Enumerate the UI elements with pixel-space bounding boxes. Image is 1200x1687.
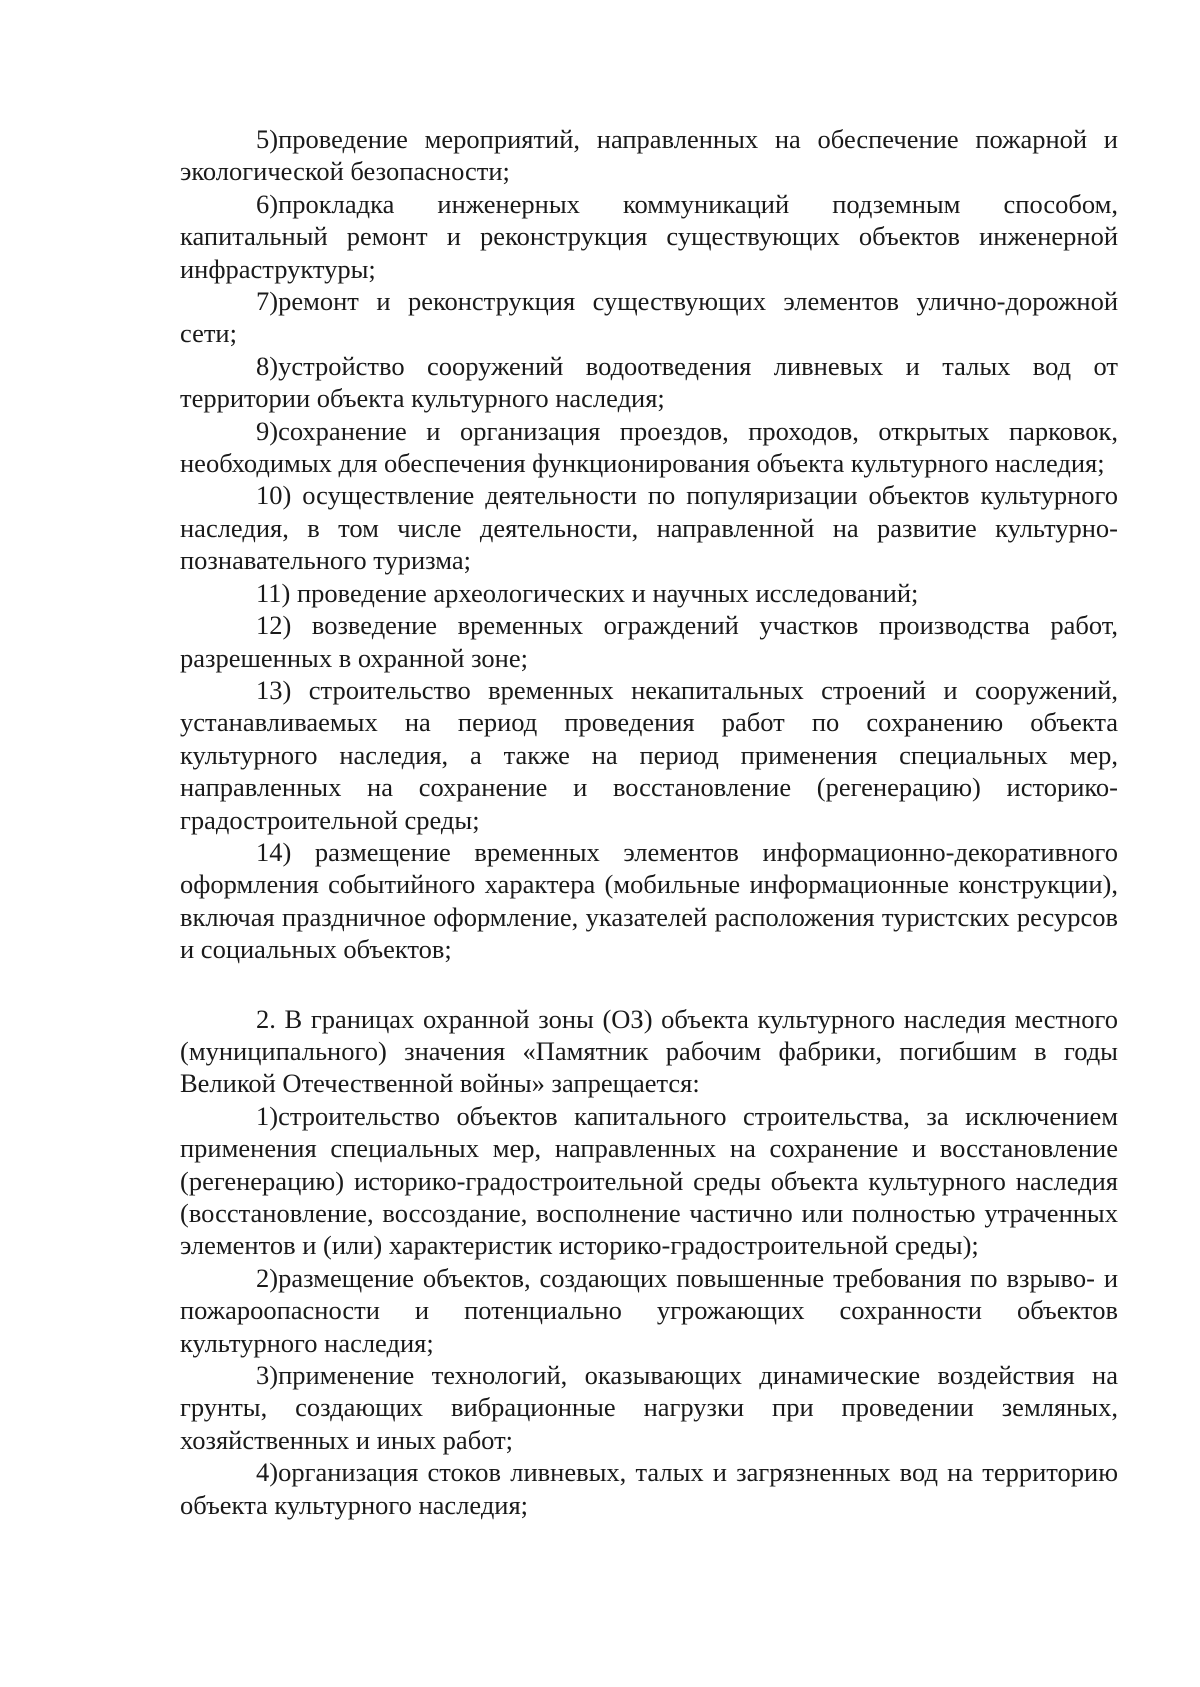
prohibited-item-4: 4)организация стоков ливневых, талых и загрязненных вод на территорию объекта культурного наследия; — [180, 1457, 1118, 1520]
list-item-13: 13) строительство временных некапитальных строений и сооружений, устанавливаемых на период проведения работ по сохранению объекта культурного наследия, а также на период применения специальных мер, направленных на сохранение и восстановление (регенерацию) историко-градостроительной среды; — [180, 674, 1118, 835]
list-item-6: 6)прокладка инженерных коммуникаций подземным способом, капитальный ремонт и реконструкция существующих объектов инженерной инфраструктуры; — [180, 188, 1118, 284]
list-item-8: 8)устройство сооружений водоотведения ливневых и талых вод от территории объекта культурного наследия; — [180, 350, 1118, 414]
list-item-12: 12) возведение временных ограждений участков производства работ, разрешенных в охранной зоне; — [180, 610, 1118, 673]
prohibited-item-2: 2)размещение объектов, создающих повышенные требования по взрыво- и пожароопасности и потенциально угрожающих сохранности объектов культурного наследия; — [180, 1262, 1118, 1358]
list-item-14: 14) размещение временных элементов информационно-декоративного оформления событийного характера (мобильные информационные конструкции), включая праздничное оформление, указателей расположения туристских ресурсов и социальных объектов; — [180, 836, 1118, 965]
section-gap — [180, 966, 1118, 1003]
list-item-9: 9)сохранение и организация проездов, проходов, открытых парковок, необходимых для обеспечения функционирования объекта культурного наследия; — [180, 415, 1118, 479]
prohibited-item-3: 3)применение технологий, оказывающих динамические воздействия на грунты, создающих вибрационные нагрузки при проведении земляных, хозяйственных и иных работ; — [180, 1360, 1118, 1455]
list-item-10: 10) осуществление деятельности по популяризации объектов культурного наследия, в том числе деятельности, направленной на развитие культурно-познавательного туризма; — [180, 480, 1118, 576]
section-2-intro: 2. В границах охранной зоны (ОЗ) объекта культурного наследия местного (муниципального) значения «Памятник рабочим фабрики, погибшим в годы Великой Отечественной войны» запрещается: — [180, 1003, 1118, 1099]
list-item-5: 5)проведение мероприятий, направленных на обеспечение пожарной и экологической безопасности; — [180, 124, 1118, 187]
document-body — [180, 123, 1118, 1521]
prohibited-item-1: 1)строительство объектов капитального строительства, за исключением применения специальных мер, направленных на сохранение и восстановление (регенерацию) историко-градостроительной среды объекта культурного наследия (восстановление, воссоздание, восполнение частично или полностью утраченных элементов и (или) характеристик историко-градостроительной среды); — [180, 1100, 1118, 1261]
list-item-11: 11) проведение археологических и научных исследований; — [256, 577, 919, 608]
list-item-7: 7)ремонт и реконструкция существующих элементов улично-дорожной сети; — [180, 286, 1118, 349]
